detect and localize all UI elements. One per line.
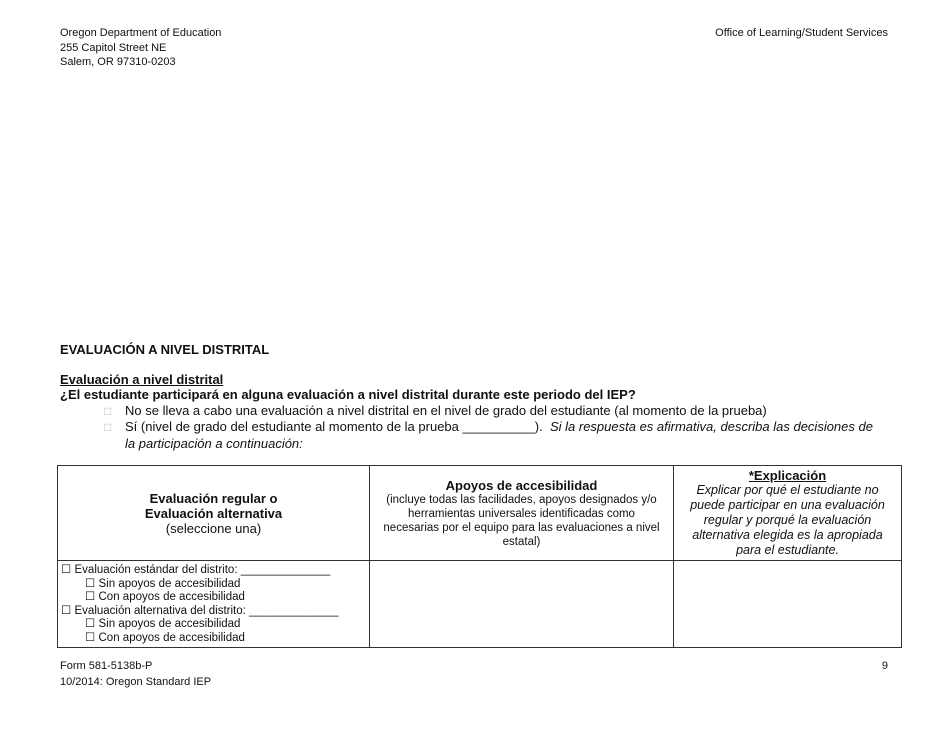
header-address — [60, 26, 221, 70]
col2-sub-1: (incluye todas las facilidades, apoyos designados y/o — [386, 493, 657, 506]
col1-title-b: Evaluación alternativa — [144, 505, 283, 521]
street-address: 255 Capitol Street NE — [60, 41, 167, 54]
header-assessment-type — [58, 466, 370, 561]
assessment-options-cell — [58, 561, 370, 648]
col3-desc-2: puede participar en una evaluación — [690, 498, 885, 512]
org-name: Oregon Department of Education — [60, 27, 222, 39]
col3-desc-4: alternativa elegida es la apropiada — [692, 528, 883, 542]
participation-question: ¿El estudiante participará en alguna evaluación a nivel distrital durante este periodo del IEP? — [60, 387, 636, 402]
alternative-assessment-option[interactable]: ☐ Evaluación alternativa del distrito: ______________ — [61, 604, 339, 617]
page-number: 9 — [881, 660, 888, 672]
col3-title: *Explicación — [748, 468, 827, 483]
option-no-evaluation[interactable] — [104, 403, 894, 420]
checkbox-no[interactable]: □ — [104, 404, 112, 418]
subsection-title: Evaluación a nivel distrital — [60, 372, 224, 387]
standard-assessment-option[interactable]: ☐ Evaluación estándar del distrito: ______________ — [61, 564, 331, 576]
col1-sub: (seleccione una) — [165, 520, 262, 536]
footer-form-info — [60, 658, 211, 690]
form-number: Form 581-5138b-P — [60, 660, 153, 672]
accessibility-supports-cell[interactable] — [370, 561, 674, 648]
option-yes-evaluation[interactable] — [104, 419, 894, 451]
header-explanation — [674, 466, 902, 561]
office-name: Office of Learning/Student Services — [715, 27, 888, 39]
table-header-row — [58, 466, 902, 561]
district-assessment-table — [57, 465, 902, 648]
col2-title: Apoyos de accesibilidad — [445, 477, 598, 493]
col2-sub-3: necesarias por el equipo para las evaluaciones a nivel — [383, 521, 660, 534]
explanation-cell[interactable] — [674, 561, 902, 648]
option-no-label: No se lleva a cabo una evaluación a nivel distrital en el nivel de grado del estudiante (al momento de la prueba) — [125, 403, 767, 418]
col3-desc-1: Explicar por qué el estudiante no — [696, 483, 879, 497]
alternative-no-supports-option[interactable]: ☐ Sin apoyos de accesibilidad — [85, 618, 241, 630]
option-yes-label: Sí (nivel de grado del estudiante al momento de la prueba __________). — [125, 419, 543, 434]
standard-with-supports-option[interactable]: ☐ Con apoyos de accesibilidad — [85, 591, 245, 603]
col3-desc-3: regular y porqué la evaluación — [703, 513, 872, 527]
table-row — [58, 561, 902, 648]
form-date: 10/2014: Oregon Standard IEP — [60, 676, 212, 688]
city-state-zip: Salem, OR 97310-0203 — [60, 56, 176, 68]
alternative-with-supports-option[interactable]: ☐ Con apoyos de accesibilidad — [85, 631, 245, 644]
col2-sub-4: estatal) — [502, 535, 541, 548]
standard-no-supports-option[interactable]: ☐ Sin apoyos de accesibilidad — [85, 577, 241, 590]
col3-desc-5: para el estudiante. — [736, 543, 839, 557]
section-title: EVALUACIÓN A NIVEL DISTRITAL — [60, 342, 270, 357]
header-accessibility-supports — [370, 466, 674, 561]
option-yes-instruction: Si la respuesta es afirmativa, describa las decisiones de — [549, 419, 873, 434]
option-yes-instruction-cont: la participación a continuación: — [125, 435, 303, 451]
col1-title-a: Evaluación regular o — [149, 490, 278, 506]
col2-sub-2: herramientas universales identificadas como — [408, 507, 635, 520]
checkbox-yes[interactable]: □ — [104, 420, 112, 434]
